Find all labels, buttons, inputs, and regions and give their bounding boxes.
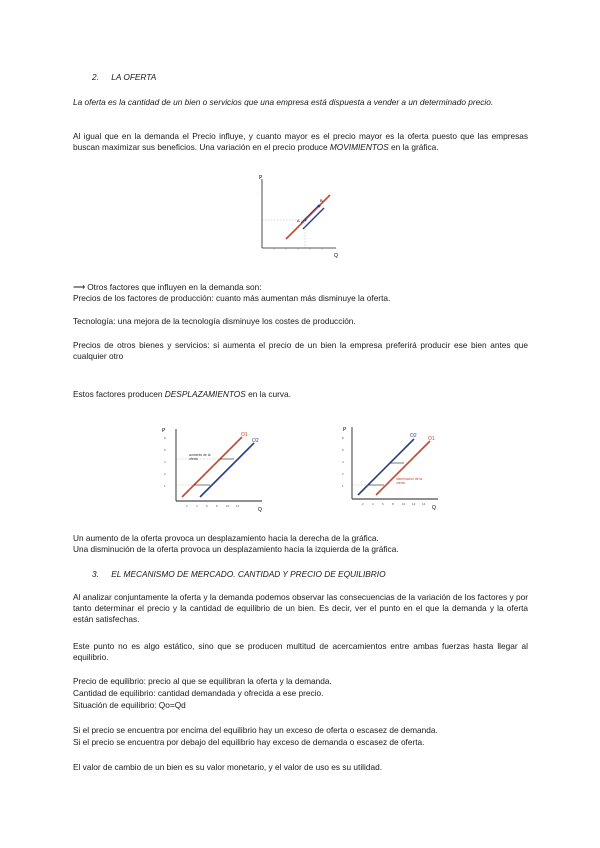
section-3-heading — [92, 569, 386, 580]
equilibrium-paragraph-1: Al analizar conjuntamente la oferta y la demanda podemos observar las consecuencias de la variación de los factores y por tanto determinar el precio y la cantidad de equilibrio de un bien. Es decir, ver el punto en el que la demanda y la oferta están satisfechas. — [73, 592, 528, 624]
supply-decrease-chart — [338, 423, 448, 515]
movement-arrow-2 — [301, 206, 318, 223]
factor-other-goods: Precios de otros bienes y servicios: si aumenta el precio de un bien la empresa preferirá producir ese bien antes que cualquier otro — [73, 340, 528, 361]
section-2-heading — [92, 72, 156, 83]
curve-left-label: O2 — [410, 433, 417, 439]
factors-intro — [73, 282, 528, 293]
section-3-title: EL MECANISMO DE MERCADO. CANTIDAD Y PRECIO DE EQUILIBRIO — [111, 569, 386, 579]
svg-text:1: 1 — [164, 484, 166, 488]
svg-text:10: 10 — [402, 502, 406, 506]
def-equilibrium-situation: Situación de equilibrio: Qo=Qd — [73, 700, 186, 710]
svg-text:2: 2 — [186, 504, 188, 508]
svg-text:8: 8 — [216, 504, 218, 508]
svg-text:10: 10 — [226, 504, 230, 508]
supply-movement-chart — [254, 173, 344, 263]
def-equilibrium-price: Precio de equilibrio: precio al que se equilibran la oferta y la demanda. — [73, 676, 332, 686]
svg-text:.: . — [257, 214, 258, 218]
shifts-end: en la curva. — [245, 389, 291, 399]
svg-text:4: 4 — [342, 460, 344, 464]
point-a-label: A — [297, 218, 300, 223]
shifts-emphasis: DESPLAZAMIENTOS — [164, 389, 246, 399]
svg-text:6: 6 — [164, 448, 166, 452]
y-axis-label: P — [259, 175, 263, 181]
svg-text:2: 2 — [164, 472, 166, 476]
shifts-paragraph — [73, 389, 528, 400]
increase-effect: Un aumento de la oferta provoca un desplazamiento hacia la derecha de la gráfica. — [73, 533, 379, 543]
price-effect-paragraph — [73, 131, 528, 153]
price-below-equilibrium: Si el precio se encuentra por debajo del equilibrio hay exceso de demanda o escasez de oferta. — [73, 737, 425, 747]
svg-text:.: . — [257, 226, 258, 230]
x-axis-label: Q — [334, 253, 338, 259]
x-axis-label: Q — [432, 505, 436, 511]
svg-text:4: 4 — [164, 460, 166, 464]
svg-text:.: . — [257, 202, 258, 206]
section-2-number: 2. — [92, 72, 99, 82]
point-b — [318, 205, 321, 208]
x-ticks — [186, 504, 240, 508]
supply-curve — [286, 195, 330, 239]
def-equilibrium-quantity: Cantidad de equilibrio: cantidad demandada y ofrecida a ese precio. — [73, 688, 324, 698]
supply-definition: La oferta es la cantidad de un bien o servicios que una empresa está dispuesta a vender a un determinado precio. — [73, 97, 494, 107]
svg-text:8: 8 — [392, 502, 394, 506]
shifts-text: Estos factores producen — [73, 389, 165, 399]
svg-text:6: 6 — [342, 448, 344, 452]
svg-text:.: . — [257, 190, 258, 194]
factors-intro-text: Otros factores que influyen en la demanda son: — [87, 282, 262, 292]
svg-text:.: . — [257, 238, 258, 242]
svg-text:14: 14 — [422, 502, 426, 506]
svg-text:2: 2 — [362, 502, 364, 506]
section-2-title: LA OFERTA — [111, 72, 157, 82]
arrow-icon: ⟶ — [73, 282, 85, 292]
svg-text:1: 1 — [342, 484, 344, 488]
svg-text:12: 12 — [236, 504, 240, 508]
equilibrium-paragraph-2: Este punto no es algo estático, sino que se producen multitud de acercamientos entre ambas fuerzas hasta llegar al equilibrio. — [73, 641, 528, 662]
decrease-effect: Una disminución de la oferta provoca un desplazamiento hacia la izquierda de la gráfica. — [73, 544, 399, 554]
chart-note: disminución de la oferta — [396, 477, 423, 485]
point-b-label: B — [320, 198, 323, 203]
svg-text:6: 6 — [206, 504, 208, 508]
price-effect-end: en la gráfica. — [388, 142, 439, 152]
curve-1-label: O1 — [241, 432, 248, 438]
x-ticks — [362, 502, 426, 506]
price-effect-emphasis: MOVIMIENTOS — [329, 142, 389, 152]
note-box — [396, 477, 426, 491]
svg-text:12: 12 — [412, 502, 416, 506]
price-above-equilibrium: Si el precio se encuentra por encima del equilibrio hay un exceso de oferta o escasez de demanda. — [73, 725, 438, 735]
svg-text:4: 4 — [196, 504, 198, 508]
supply-increase-chart — [158, 425, 268, 515]
factor-input-prices: Precios de los factores de producción: cuanto más aumentan más disminuye la oferta. — [73, 293, 391, 303]
svg-text:2: 2 — [342, 472, 344, 476]
value-definition: El valor de cambio de un bien es su valor monetario, y el valor de uso es su utilidad. — [73, 762, 382, 772]
note-box — [189, 453, 215, 467]
svg-text:8: 8 — [164, 436, 166, 440]
chart-note: aumento de la oferta — [189, 453, 211, 461]
curve-right-label: O1 — [428, 436, 435, 442]
svg-text:8: 8 — [342, 436, 344, 440]
price-effect-text: Al igual que en la demanda el Precio influye, y cuanto mayor es el precio mayor es la oferta puesto que las empresas buscan maximizar sus beneficios. Una variación en el precio produce — [73, 131, 528, 152]
supply-curve-1 — [182, 437, 242, 497]
factor-technology: Tecnología: una mejora de la tecnología disminuye los costes de producción. — [73, 316, 356, 326]
section-3-number: 3. — [92, 569, 99, 579]
y-ticks — [257, 190, 258, 242]
y-ticks — [342, 436, 344, 488]
y-axis-label: P — [162, 428, 166, 434]
svg-text:6: 6 — [382, 502, 384, 506]
y-ticks — [164, 436, 166, 488]
x-axis-label: Q — [258, 507, 262, 513]
curve-2-label: O2 — [252, 438, 259, 444]
y-axis-label: P — [343, 427, 347, 433]
svg-text:4: 4 — [372, 502, 374, 506]
